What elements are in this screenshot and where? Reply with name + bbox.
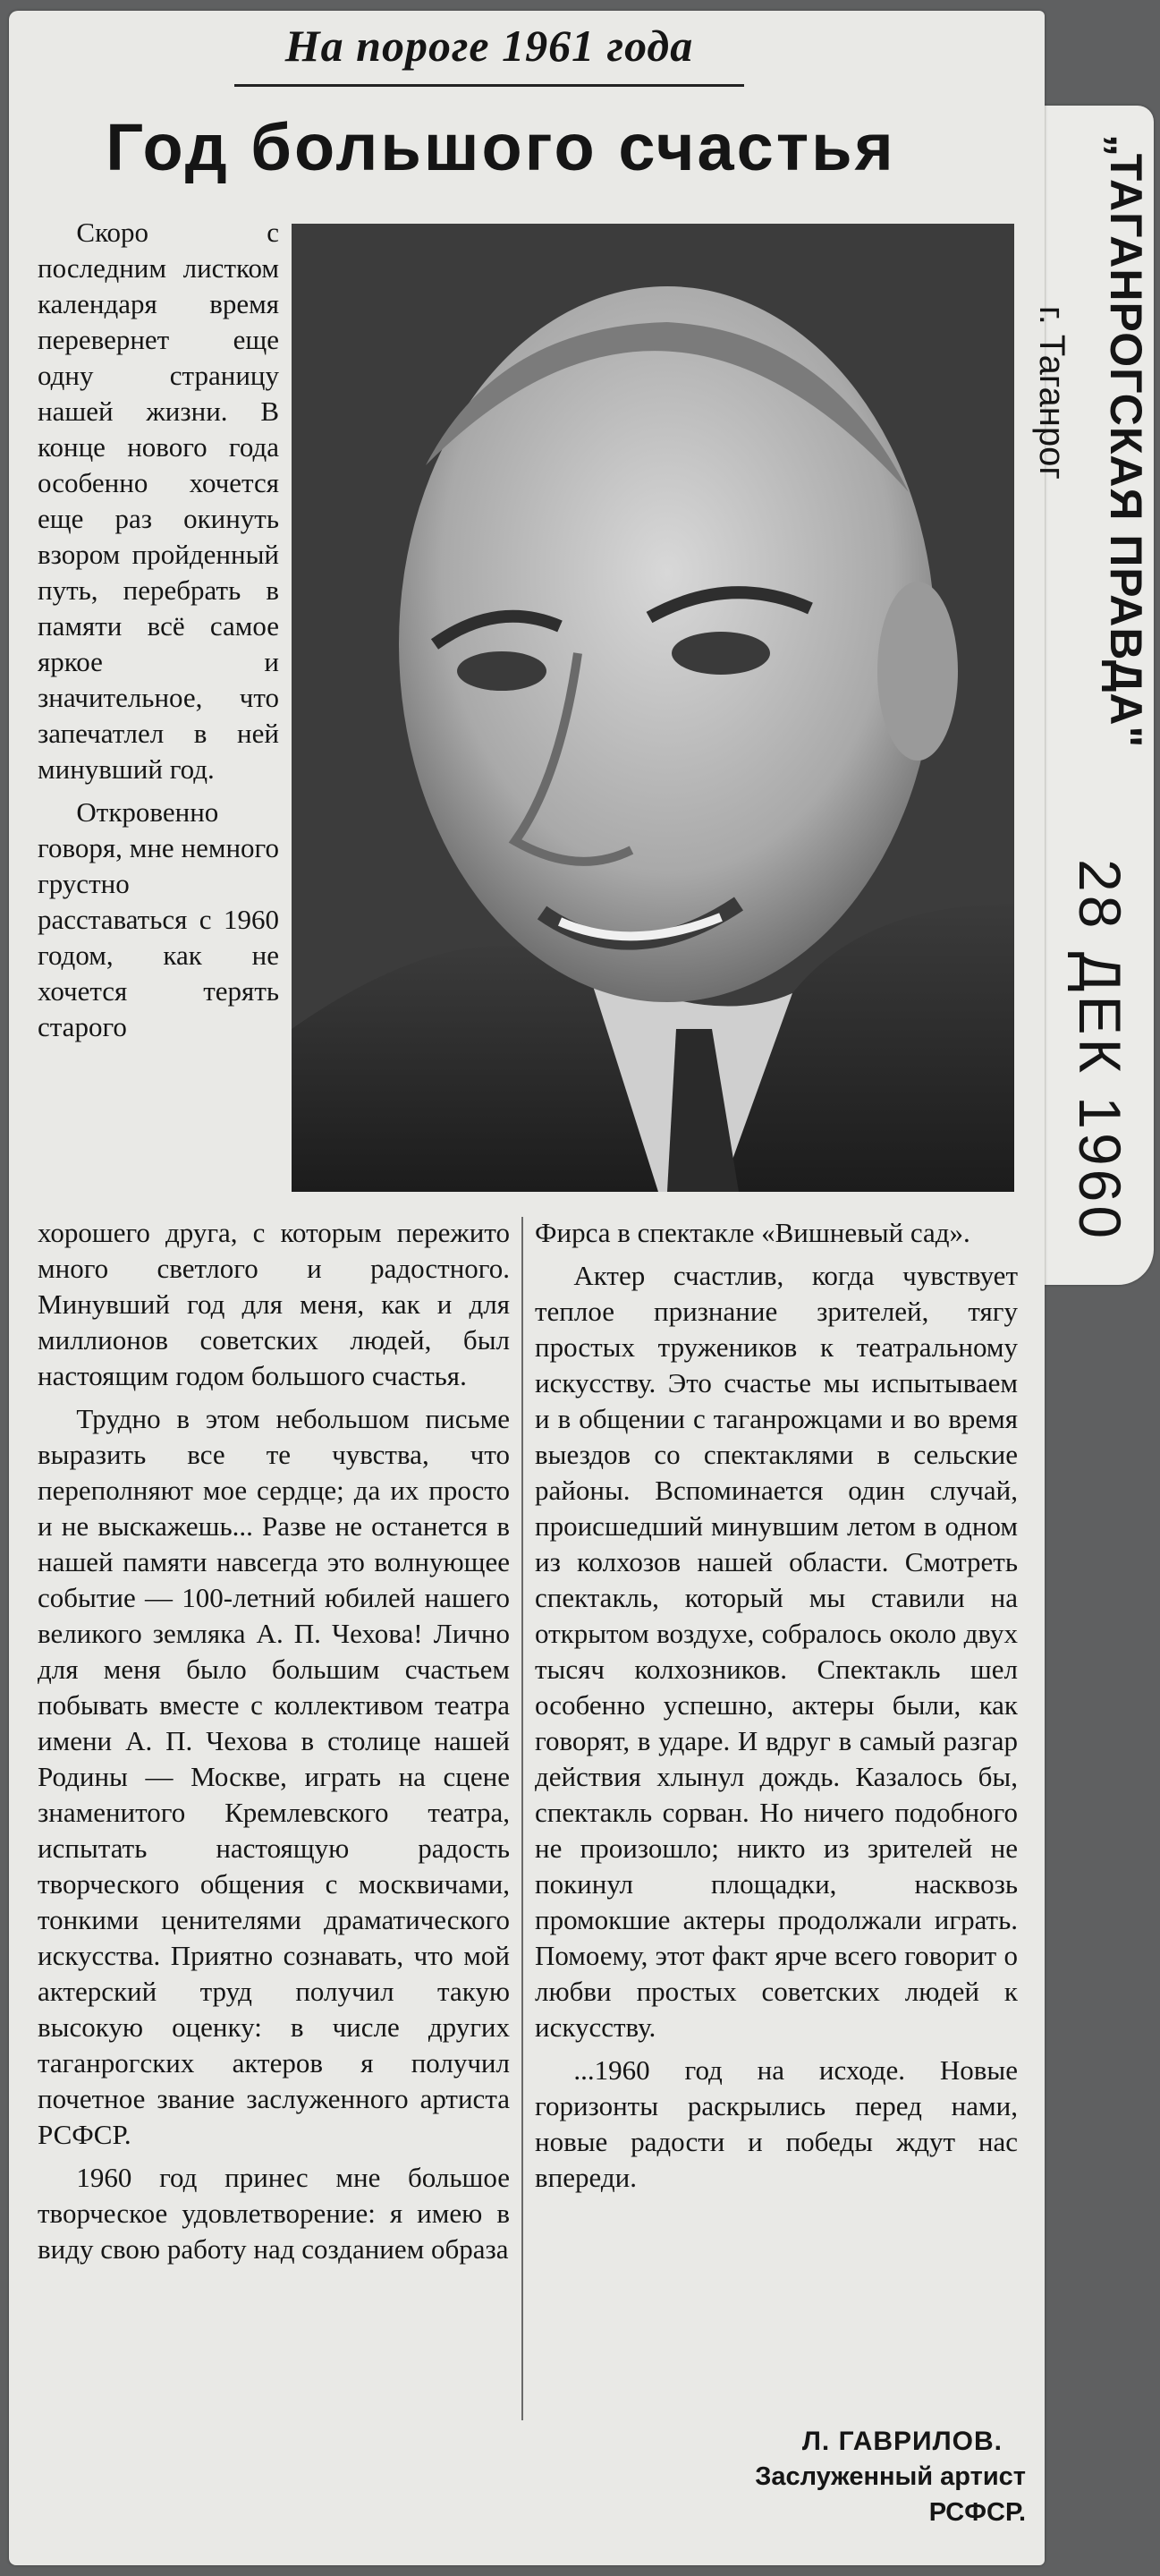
article-column-left	[38, 1215, 510, 2267]
newspaper-city-stamp: г. Таганрог	[1032, 306, 1071, 480]
author-title: РСФСР.	[928, 2498, 1026, 2527]
article-column-narrow	[38, 215, 279, 1045]
paragraph: Откровенно говоря, мне немного грустно расставаться с 1960 годом, как не хочется терять старого	[38, 796, 279, 1042]
paragraph: ...1960 год на исходе. Новые горизонты раскрылись перед нами, новые радости и победы ждут нас впереди.	[535, 2054, 1018, 2193]
paragraph: Актер счастлив, когда чувствует теплое признание зрителей, тягу простых тружеников к театральному искусству. Это счастье мы испытываем и в общении с таганрожцами и во время выездов со спектаклями в сельские районы. Вспоминается один случай, происшедший минувшим летом в одном из колхозов нашей области. Смотреть спектакль, который мы ставили на открытом воздухе, собралось около двух тысяч колхозников. Спектакль шел особенно успешно, актеры были, как говорят, в ударе. И вдруг в самый разгар действия хлынул дождь. Казалось бы, спектакль сорван. Но ничего подобного не произошло; никто из зрителей не покинул площадки, насквозь промокшие актеры продолжали играть. Помоему, этот факт ярче всего говорит о любви простых советских людей к искусству.	[535, 1260, 1018, 2043]
article-headline: Год большого счастья	[106, 110, 896, 184]
paragraph: 1960 год принес мне большое творческое удовлетворение: я имею в виду свою работу над созданием образа	[38, 2162, 510, 2265]
author-signature: Л. ГАВРИЛОВ.	[801, 2427, 1003, 2456]
rubric-underline	[234, 84, 744, 87]
article-column-right	[535, 1215, 1018, 2196]
portrait-illustration	[292, 224, 1014, 1192]
date-stamp: 28 ДЕК 1960	[1067, 859, 1133, 1243]
paragraph: Скоро с последним листком календаря время перевернет еще одну страницу нашей жизни. В конце нового года особенно хочется еще раз окинуть взором пройденный путь, перебрать в памяти всё самое яркое и значительное, что запечатлел в ней минувший год.	[38, 217, 279, 785]
newspaper-name-stamp: „ТАГАНРОГСКАЯ ПРАВДА"	[1101, 134, 1151, 749]
author-title: Заслуженный артист	[755, 2462, 1026, 2491]
column-divider	[521, 1217, 523, 2420]
rubric-heading: На пороге 1961 года	[284, 21, 694, 71]
author-portrait-photo	[292, 224, 1014, 1192]
paragraph: хорошего друга, с которым пережито много светлого и радостного. Минувший год для меня, как и для миллионов советских людей, был настоящим годом большого счастья.	[38, 1217, 510, 1391]
paragraph: Трудно в этом небольшом письме выразить все те чувства, что переполняют мое сердце; да их просто и не выскажешь... Разве не останется в нашей памяти навсегда это волнующее событие — 100-летний юбилей нашего великого земляка А. П. Чехова! Лично для меня было большим счастьем побывать вместе с коллективом театра имени А. П. Чехова в столице нашей Родины — Москве, играть на сцене знаменитого Кремлевского театра, испытать настоящую радость творческого общения с москвичами, тонкими ценителями драматического искусства. Приятно сознавать, что мой актерский труд получил такую высокую оценку: в числе других таганрогских актеров я получил почетное звание заслуженного артиста РСФСР.	[38, 1403, 510, 2150]
paragraph: Фирса в спектакле «Вишневый сад».	[535, 1217, 970, 1248]
